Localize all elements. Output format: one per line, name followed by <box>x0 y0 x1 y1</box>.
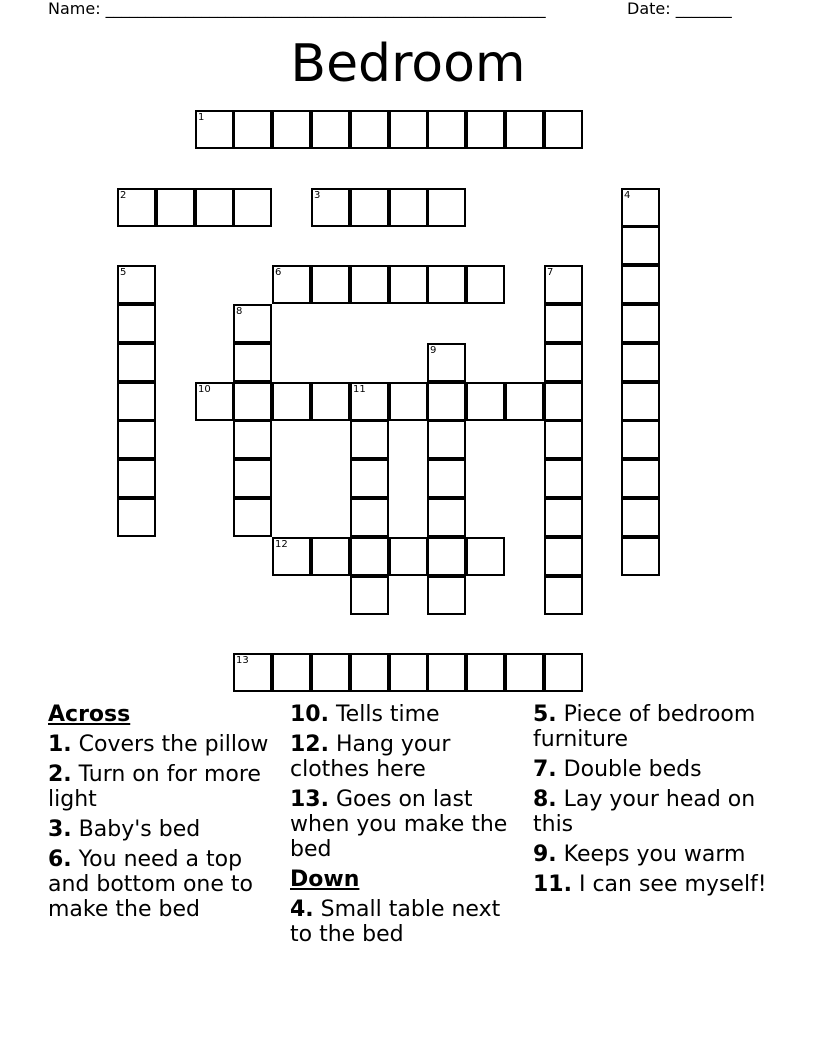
grid-cell[interactable] <box>233 498 272 537</box>
grid-cell[interactable] <box>466 265 505 304</box>
grid-cell[interactable] <box>466 110 505 149</box>
grid-cell[interactable] <box>427 110 466 149</box>
clue-across-10 <box>290 702 526 727</box>
puzzle-title: Bedroom <box>290 34 526 94</box>
clue-text: Goes on last when you make the bed <box>290 787 508 862</box>
grid-cell[interactable] <box>156 188 195 227</box>
grid-cell[interactable] <box>350 420 389 459</box>
grid-cell[interactable] <box>195 382 234 421</box>
grid-cell[interactable] <box>272 265 311 304</box>
grid-cell[interactable] <box>544 459 583 498</box>
clue-number: 1. <box>48 732 72 757</box>
clue-number: 5. <box>533 702 557 727</box>
grid-cell[interactable] <box>117 343 156 382</box>
grid-cell[interactable] <box>427 265 466 304</box>
grid-cell[interactable] <box>621 304 660 343</box>
cell-number: 6 <box>275 267 282 278</box>
grid-cell[interactable] <box>544 382 583 421</box>
grid-cell[interactable] <box>117 420 156 459</box>
clue-number: 6. <box>48 847 72 872</box>
grid-cell[interactable] <box>621 420 660 459</box>
grid-cell[interactable] <box>621 459 660 498</box>
clue-across-13 <box>290 787 526 862</box>
grid-cell[interactable] <box>544 653 583 692</box>
clue-down-7 <box>533 757 773 782</box>
grid-cell[interactable] <box>272 537 311 576</box>
grid-cell[interactable] <box>621 537 660 576</box>
clue-number: 3. <box>48 817 72 842</box>
grid-cell[interactable] <box>350 382 389 421</box>
grid-cell[interactable] <box>466 382 505 421</box>
date-line: Date: _______ <box>627 0 732 18</box>
clue-text: Tells time <box>328 702 440 727</box>
grid-cell[interactable] <box>117 459 156 498</box>
cell-number: 9 <box>430 345 437 356</box>
grid-cell[interactable] <box>233 420 272 459</box>
grid-cell[interactable] <box>272 653 311 692</box>
grid-cell[interactable] <box>427 576 466 615</box>
grid-cell[interactable] <box>311 537 350 576</box>
grid-cell[interactable] <box>233 343 272 382</box>
grid-cell[interactable] <box>195 110 234 149</box>
grid-cell[interactable] <box>117 498 156 537</box>
grid-cell[interactable] <box>389 188 428 227</box>
grid-cell[interactable] <box>427 420 466 459</box>
grid-cell[interactable] <box>427 498 466 537</box>
clue-across-2 <box>48 762 284 812</box>
grid-cell[interactable] <box>621 343 660 382</box>
clue-number: 9. <box>533 842 557 867</box>
grid-cell[interactable] <box>195 188 234 227</box>
grid-cell[interactable] <box>427 459 466 498</box>
cell-number: 7 <box>547 267 554 278</box>
clue-number: 4. <box>290 897 314 922</box>
grid-cell[interactable] <box>427 537 466 576</box>
grid-cell[interactable] <box>544 110 583 149</box>
grid-cell[interactable] <box>389 265 428 304</box>
grid-cell[interactable] <box>544 265 583 304</box>
grid-cell[interactable] <box>272 110 311 149</box>
cell-number: 13 <box>236 655 249 666</box>
clue-number: 7. <box>533 757 557 782</box>
clue-number: 12. <box>290 732 329 757</box>
grid-cell[interactable] <box>621 382 660 421</box>
clue-across-3 <box>48 817 284 842</box>
clue-down-5 <box>533 702 773 752</box>
grid-cell[interactable] <box>233 304 272 343</box>
grid-cell[interactable] <box>389 537 428 576</box>
clue-text: I can see myself! <box>571 872 767 897</box>
grid-cell[interactable] <box>389 653 428 692</box>
clue-column-3 <box>533 702 773 902</box>
grid-cell[interactable] <box>427 343 466 382</box>
grid-cell[interactable] <box>544 343 583 382</box>
clue-text: Covers the pillow <box>71 732 269 757</box>
clue-across-12 <box>290 732 526 782</box>
cell-number: 10 <box>198 384 211 395</box>
cell-number: 5 <box>120 267 127 278</box>
grid-cell[interactable] <box>389 110 428 149</box>
grid-cell[interactable] <box>427 382 466 421</box>
cell-number: 2 <box>120 190 127 201</box>
clue-number: 8. <box>533 787 557 812</box>
clue-text: Piece of bedroom furniture <box>533 702 756 752</box>
grid-cell[interactable] <box>117 304 156 343</box>
name-line: Name: _______________________________________________________ <box>48 0 546 18</box>
grid-cell[interactable] <box>466 537 505 576</box>
clue-text: Lay your head on this <box>533 787 756 837</box>
grid-cell[interactable] <box>544 304 583 343</box>
grid-cell[interactable] <box>466 653 505 692</box>
clue-down-11 <box>533 872 773 897</box>
clue-across-6 <box>48 847 284 922</box>
clue-down-8 <box>533 787 773 837</box>
clue-number: 10. <box>290 702 329 727</box>
cell-number: 3 <box>314 190 321 201</box>
clue-across-1 <box>48 732 284 757</box>
grid-cell[interactable] <box>311 265 350 304</box>
grid-cell[interactable] <box>311 188 350 227</box>
grid-cell[interactable] <box>621 498 660 537</box>
grid-cell[interactable] <box>117 265 156 304</box>
cell-number: 11 <box>353 384 366 395</box>
grid-cell[interactable] <box>311 110 350 149</box>
cell-number: 12 <box>275 539 288 550</box>
grid-cell[interactable] <box>505 382 544 421</box>
grid-cell[interactable] <box>350 537 389 576</box>
clue-number: 11. <box>533 872 572 897</box>
clue-text: Baby's bed <box>71 817 201 842</box>
cell-number: 8 <box>236 306 243 317</box>
grid-cell[interactable] <box>505 110 544 149</box>
clue-number: 2. <box>48 762 72 787</box>
grid-cell[interactable] <box>621 265 660 304</box>
grid-cell[interactable] <box>505 653 544 692</box>
grid-cell[interactable] <box>621 226 660 265</box>
grid-cell[interactable] <box>311 382 350 421</box>
grid-cell[interactable] <box>311 653 350 692</box>
grid-cell[interactable] <box>427 188 466 227</box>
grid-cell[interactable] <box>117 382 156 421</box>
grid-cell[interactable] <box>233 459 272 498</box>
grid-cell[interactable] <box>544 420 583 459</box>
grid-cell[interactable] <box>350 265 389 304</box>
clue-text: Hang your clothes here <box>290 732 451 782</box>
grid-cell[interactable] <box>233 653 272 692</box>
clue-down-4 <box>290 897 526 947</box>
grid-cell[interactable] <box>544 498 583 537</box>
clue-column-1 <box>48 702 284 927</box>
grid-cell[interactable] <box>350 188 389 227</box>
grid-cell[interactable] <box>427 653 466 692</box>
grid-cell[interactable] <box>233 188 272 227</box>
grid-cell[interactable] <box>272 382 311 421</box>
grid-cell[interactable] <box>544 576 583 615</box>
grid-cell[interactable] <box>389 382 428 421</box>
grid-cell[interactable] <box>350 576 389 615</box>
across-heading: Across <box>48 702 131 727</box>
grid-cell[interactable] <box>350 653 389 692</box>
grid-cell[interactable] <box>233 110 272 149</box>
cell-number: 1 <box>198 112 205 123</box>
grid-cell[interactable] <box>544 537 583 576</box>
grid-cell[interactable] <box>117 188 156 227</box>
clue-column-2 <box>290 702 526 952</box>
clue-text: Double beds <box>556 757 702 782</box>
clue-text: Keeps you warm <box>556 842 746 867</box>
clue-number: 13. <box>290 787 329 812</box>
clue-text: Small table next to the bed <box>290 897 501 947</box>
clue-text: Turn on for more light <box>48 762 261 812</box>
grid-cell[interactable] <box>350 498 389 537</box>
grid-cell[interactable] <box>350 110 389 149</box>
grid-cell[interactable] <box>621 188 660 227</box>
clue-text: You need a top and bottom one to make the bed <box>48 847 253 922</box>
clue-down-9 <box>533 842 773 867</box>
grid-cell[interactable] <box>233 382 272 421</box>
grid-cell[interactable] <box>350 459 389 498</box>
cell-number: 4 <box>624 190 631 201</box>
down-heading: Down <box>290 867 360 892</box>
